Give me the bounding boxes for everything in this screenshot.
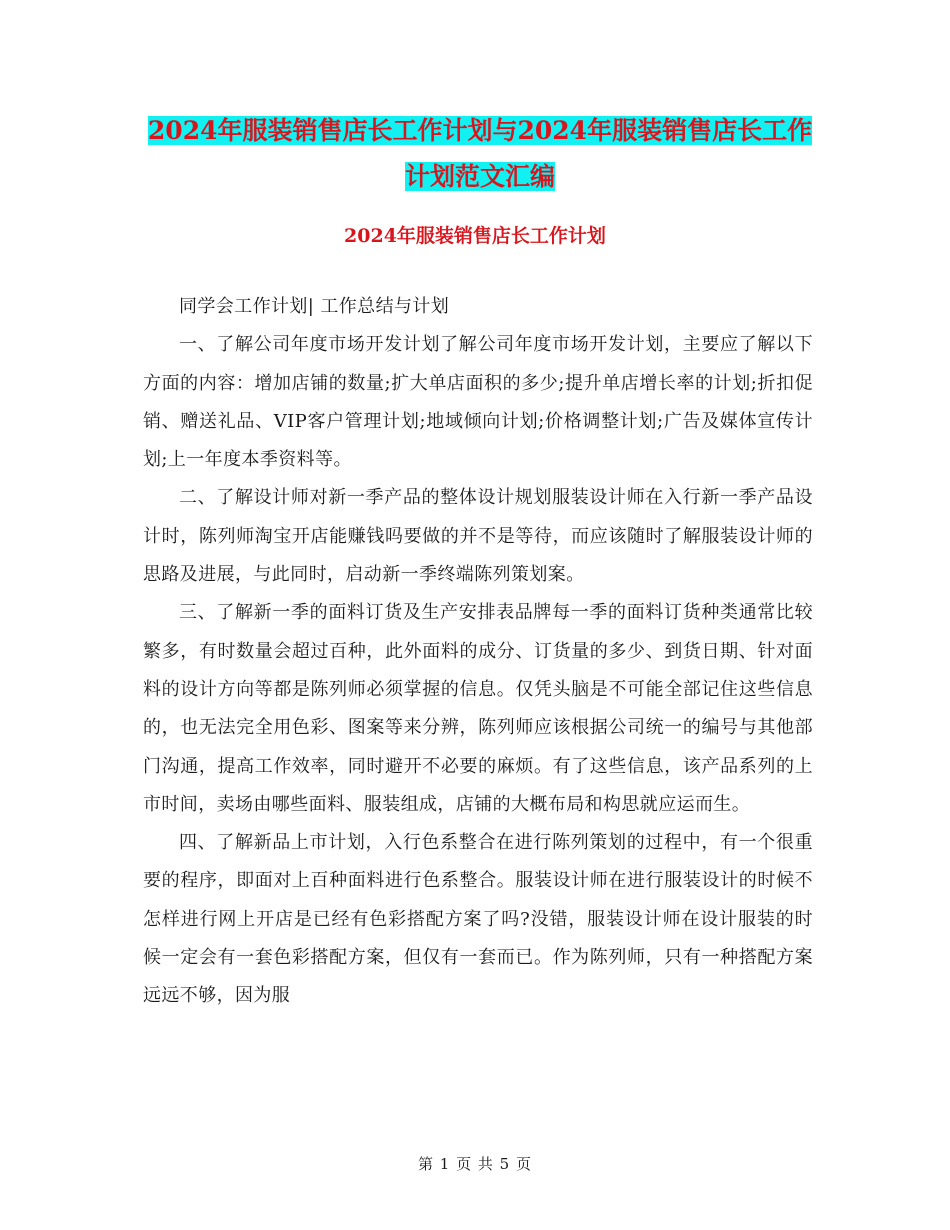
document-title: [140, 108, 820, 200]
page-footer: 第 1 页 共 5 页: [418, 1155, 532, 1173]
section-title: 2024年服装销售店长工作计划: [344, 225, 606, 247]
paragraph-1: 一、了解公司年度市场开发计划了解公司年度市场开发计划，主要应了解以下方面的内容：增加店铺的数量;扩大单店面积的多少;提升单店增长率的计划;折扣促销、赠送礼品、VIP客户管理计划;地域倾向计划;价格调整计划;广告及媒体宣传计划;上一年度本季资料等。: [143, 334, 813, 471]
document-body: [143, 288, 813, 1016]
subtitle-line: 同学会工作计划| 工作总结与计划: [179, 296, 450, 317]
paragraph-4: 四、了解新品上市计划，入行色系整合在进行陈列策划的过程中，有一个很重要的程序，即面对上百种面料进行色系整合。服装设计师在进行服装设计的时候不怎样进行网上开店是已经有色彩搭配方案了吗?没错，服装设计师在设计服装的时候一定会有一套色彩搭配方案，但仅有一套而已。作为陈列师，只有一种搭配方案远远不够，因为服: [143, 832, 813, 1007]
paragraph-3: 三、了解新一季的面料订货及生产安排表品牌每一季的面料订货种类通常比较繁多，有时数量会超过百种，此外面料的成分、订货量的多少、到货日期、针对面料的设计方向等都是陈列师必须掌握的信息。仅凭头脑是不可能全部记住这些信息的，也无法完全用色彩、图案等来分辨，陈列师应该根据公司统一的编号与其他部门沟通，提高工作效率，同时避开不必要的麻烦。有了这些信息，该产品系列的上市时间，卖场由哪些面料、服装组成，店铺的大概布局和构思就应运而生。: [143, 602, 813, 815]
paragraph-2: 二、了解设计师对新一季产品的整体设计规划服装设计师在入行新一季产品设计时，陈列师淘宝开店能赚钱吗要做的并不是等待，而应该随时了解服装设计师的思路及进展，与此同时，启动新一季终端陈列策划案。: [143, 487, 813, 586]
document-title-text: 2024年服装销售店长工作计划与2024年服装销售店长工作计划范文汇编: [147, 116, 813, 191]
